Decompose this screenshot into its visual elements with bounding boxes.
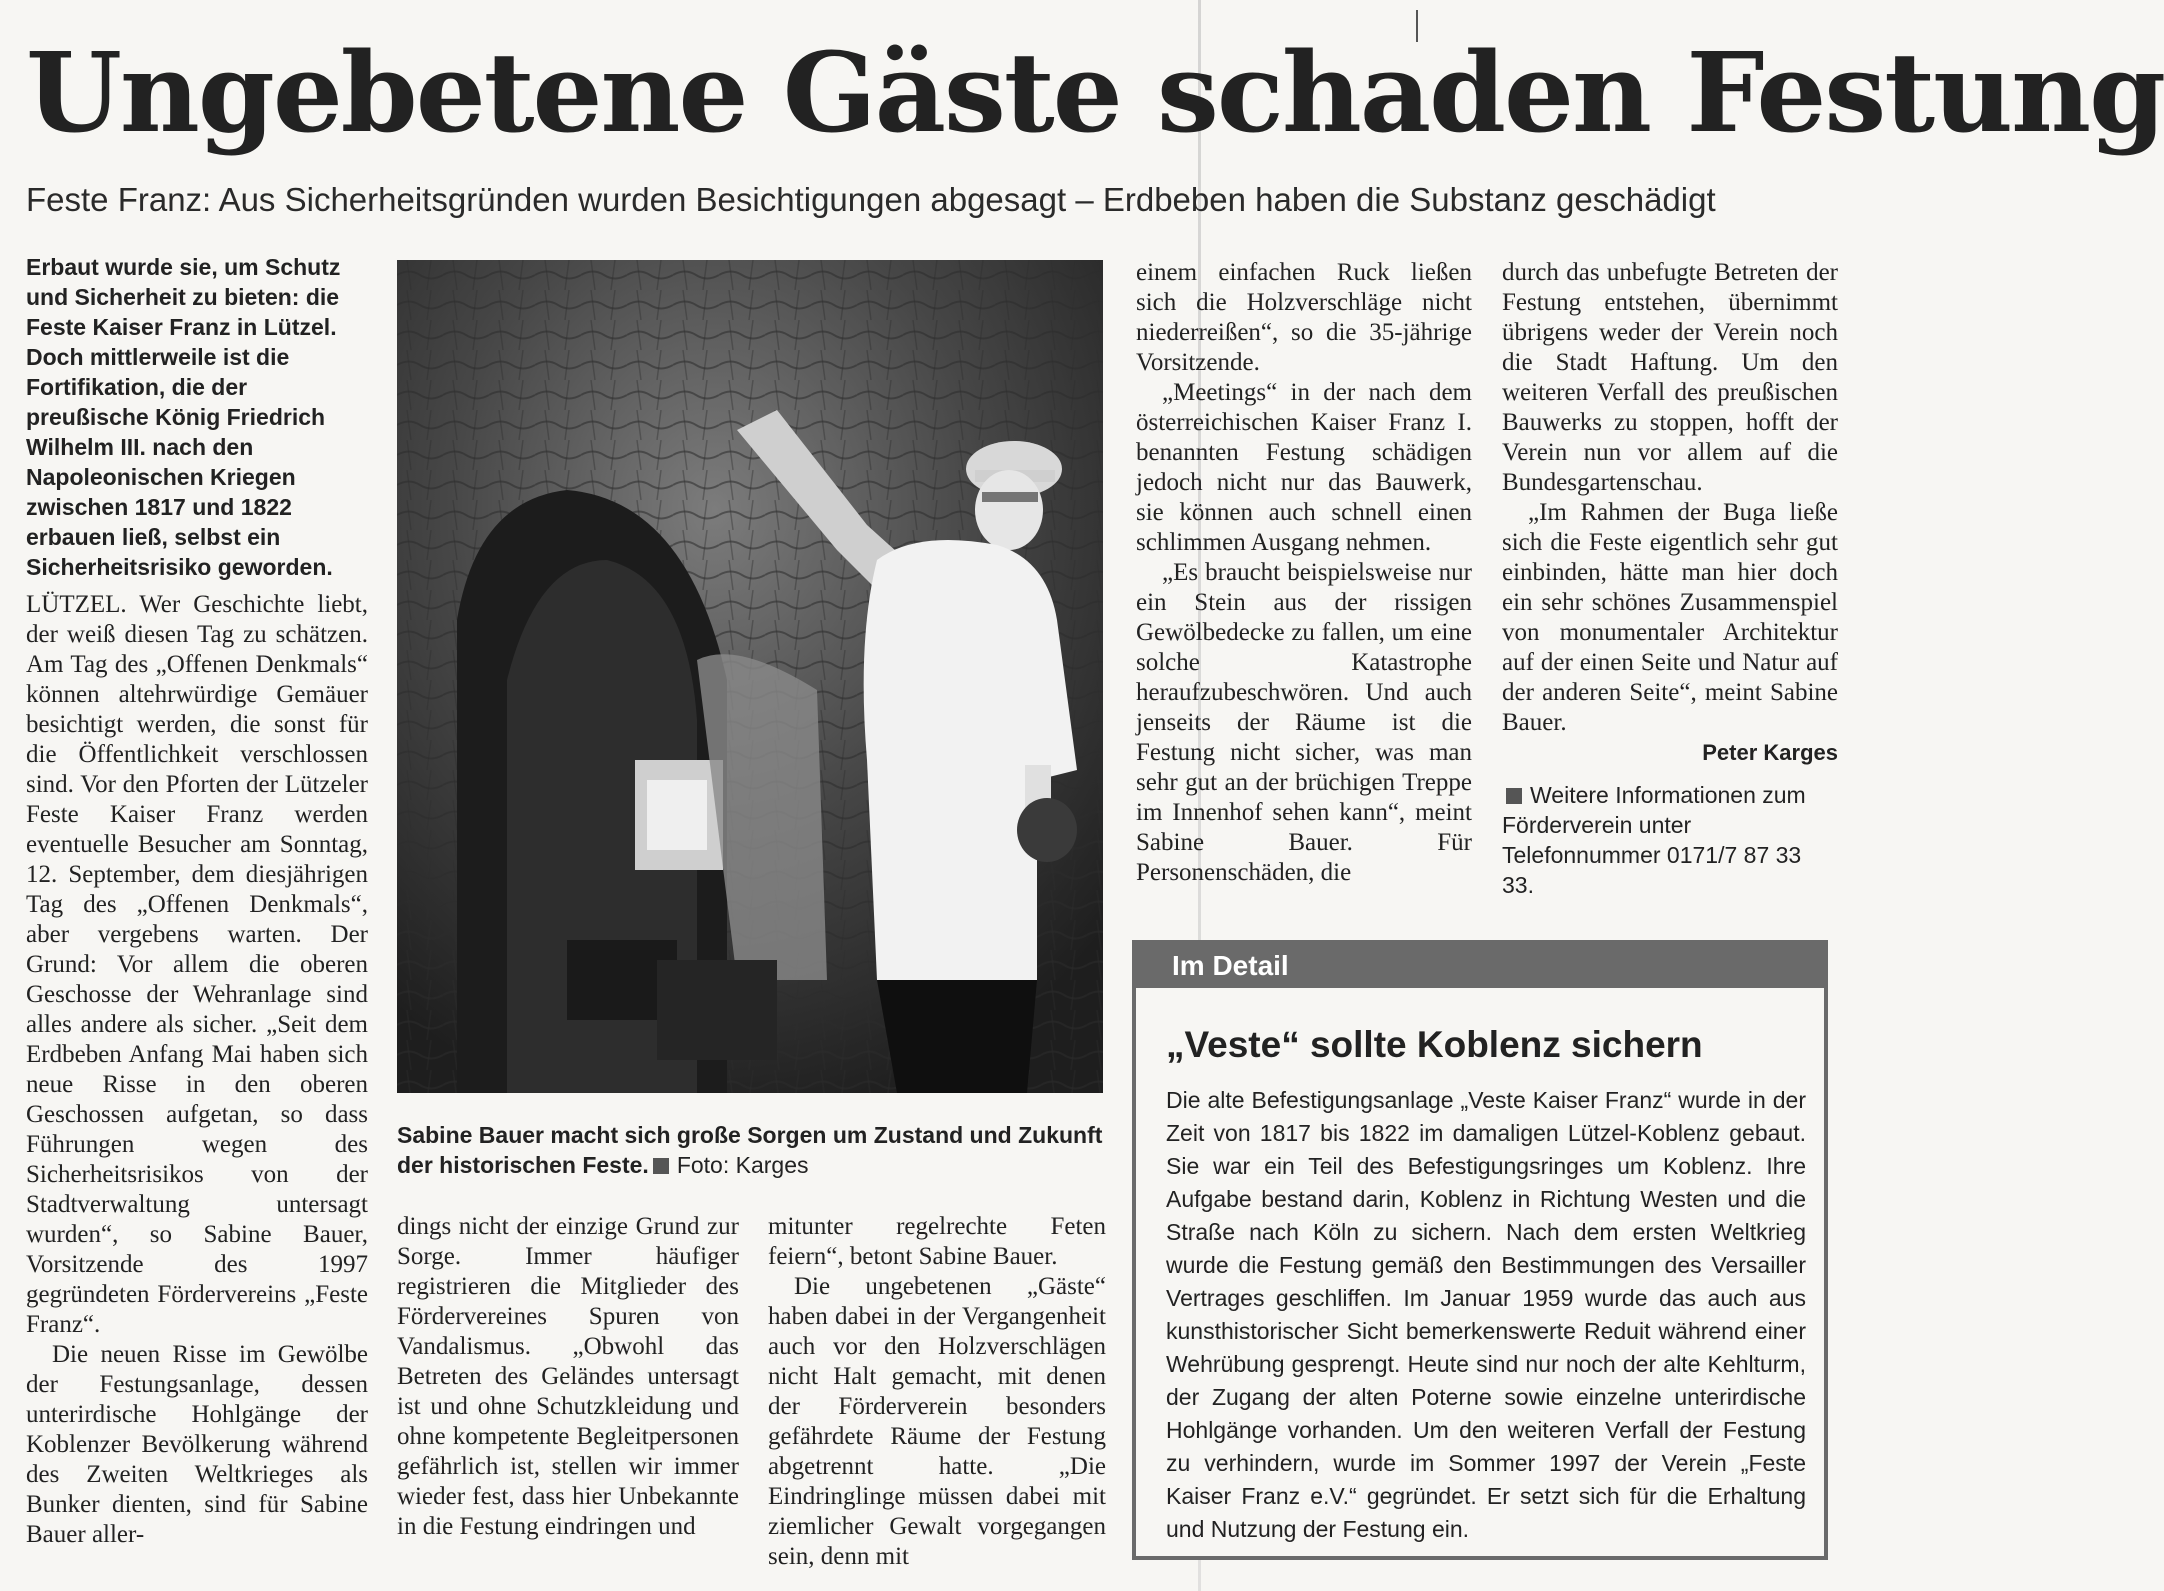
cellar-photo-illustration [397,260,1103,1093]
column-3 [1136,258,1472,888]
caption-text: Sabine Bauer macht sich große Sorgen um Zustand und Zukunft der historischen Feste. [397,1122,1103,1178]
article-photo [397,260,1103,1093]
subheadline: Feste Franz: Aus Sicherheitsgründen wurden Besichtigungen abgesagt – Erdbeben haben die Substanz geschädigt [26,181,1716,218]
detail-box [1132,940,1828,1560]
photo-credit: Foto: Karges [676,1152,809,1178]
body-paragraph: LÜTZEL. Wer Geschichte liebt, der weiß diesen Tag zu schätzen. Am Tag des „Offenen Denkmals“ können altehrwürdige Gemäuer besichtigt werden, die sonst für die Öffentlichkeit verschlossen sind. Vor den Pforten der Lützeler Feste Kaiser Franz werden eventuelle Besucher am Sonntag, 12. September, dem diesjährigen Tag des „Offenen Denkmals“, aber vergebens warten. Der Grund: Vor allem die oberen Geschosse der Wehranlage sind alles andere als sicher. „Seit dem Erdbeben Anfang Mai haben sich neue Risse in den oberen Geschossen aufgetan, so dass Führungen wegen des Sicherheitsrisikos von der Stadtverwaltung untersagt wurden“, so Sabine Bauer, Vorsitzende des 1997 gegründeten Fördervereins „Feste Franz“. [26,591,368,1338]
body-paragraph: einem einfachen Ruck ließen sich die Holzverschläge nicht niederreißen“, so die 35-jährige Vorsitzende. [1136,259,1472,376]
body-paragraph: „Im Rahmen der Buga ließe sich die Feste eigentlich sehr gut einbinden, hätte man hier doch ein sehr schönes Zusammenspiel von monumentaler Architektur auf der einen Seite und Natur auf der anderen Seite“, meint Sabine Bauer. [1502,499,1838,736]
body-paragraph: Die neuen Risse im Gewölbe der Festungsanlage, dessen unterirdische Hohlgänge der Koblenzer Bevölkerung während des Zweiten Weltkrieges als Bunker dienten, sind für Sabine Bauer aller- [26,1341,368,1548]
headline: Ungebetene Gäste schaden Festung [26,28,2164,157]
detail-box-text: Die alte Befestigungsanlage „Veste Kaiser Franz“ wurde in der Zeit von 1817 bis 1822 im damaligen Lützel-Koblenz gebaut. Sie war ein Teil des Befestigungsringes um Koblenz. Ihre Aufgabe bestand darin, Koblenz in Richtung Westen und die Straße nach Köln zu sichern. Nach dem ersten Weltkrieg wurde die Festung gemäß den Bestimmungen des Versailler Vertrages geschliffen. Im Januar 1959 wurde das auch aus kunsthistorischer Sicht bemerkenswerte Reduit während einer Wehrübung gesprengt. Heute sind nur noch der alte Kehlturm, der Zugang der alten Poterne sowie einzelne unterirdische Hohlgänge vorhanden. Um den weiteren Verfall der Festung zu verhindern, wurde im Sommer 1997 der Verein „Feste Kaiser Franz e.V.“ gegründet. Er setzt sich für die Erhaltung und Nutzung der Festung ein. [1166,1087,1806,1542]
column-3-bottom [768,1212,1106,1572]
info-note [1502,780,1838,900]
body-paragraph: mitunter regelrechte Feten feiern“, betont Sabine Bauer. [768,1213,1106,1270]
body-paragraph: dings nicht der einzige Grund zur Sorge. Immer häufiger registrieren die Mitglieder des Fördervereines Spuren von Vandalismus. „Obwohl das Betreten des Geländes untersagt ist und ohne Schutzkleidung und ohne kompetente Begleitpersonen gefährlich ist, stellen wir immer wieder fest, dass hier Unbekannte in die Festung eindringen und [397,1213,739,1540]
body-paragraph: „Es braucht beispielsweise nur ein Stein aus der rissigen Gewölbedecke zu fallen, um eine solche Katastrophe heraufzubeschwören. Und auch jenseits der Räume ist die Festung nicht sicher, was man sehr gut an der brüchigen Treppe im Innenhof sehen kann“, meint Sabine Bauer. Für Personenschäden, die [1136,559,1472,886]
column-2 [397,1212,739,1542]
column-4 [1502,258,1838,900]
author-byline: Peter Karges [1702,740,1838,765]
body-paragraph: „Meetings“ in der nach dem österreichischen Kaiser Franz I. benannten Festung schädigen jedoch nicht nur das Bauwerk, sie können auch schnell einen schlimmen Ausgang nehmen. [1136,379,1472,556]
info-text: Weitere Informationen zum Förderverein unter Telefonnummer 0171/7 87 33 33. [1502,782,1806,898]
detail-box-header: Im Detail [1136,944,1824,988]
detail-box-title: „Veste“ sollte Koblenz sichern [1166,1024,1703,1065]
square-bullet-icon [653,1158,669,1174]
square-bullet-icon [1506,788,1522,804]
intro-paragraph: Erbaut wurde sie, um Schutz und Sicherheit zu bieten: die Feste Kaiser Franz in Lützel. Doch mittlerweile ist die Fortifikation, die der preußische König Friedrich Wilhelm III. nach den Napoleonischen Kriegen zwischen 1817 und 1822 erbauen ließ, selbst ein Sicherheitsrisiko geworden. [26,254,341,580]
photo-caption [397,1120,1117,1180]
body-paragraph: Die ungebetenen „Gäste“ haben dabei in der Vergangenheit auch vor den Holzverschlägen nicht Halt gemacht, mit denen der Förderverein besonders gefährdete Räume der Festung abgetrennt hatte. „Die Eindringlinge müssen dabei mit ziemlicher Gewalt vorgegangen sein, denn mit [768,1273,1106,1570]
body-paragraph: durch das unbefugte Betreten der Festung entstehen, übernimmt übrigens weder der Verein noch die Stadt Haftung. Um den weiteren Verfall des preußischen Bauwerks zu stoppen, hofft der Verein nun vor allem auf die Bundesgartenschau. [1502,259,1838,496]
column-1 [26,590,368,1550]
